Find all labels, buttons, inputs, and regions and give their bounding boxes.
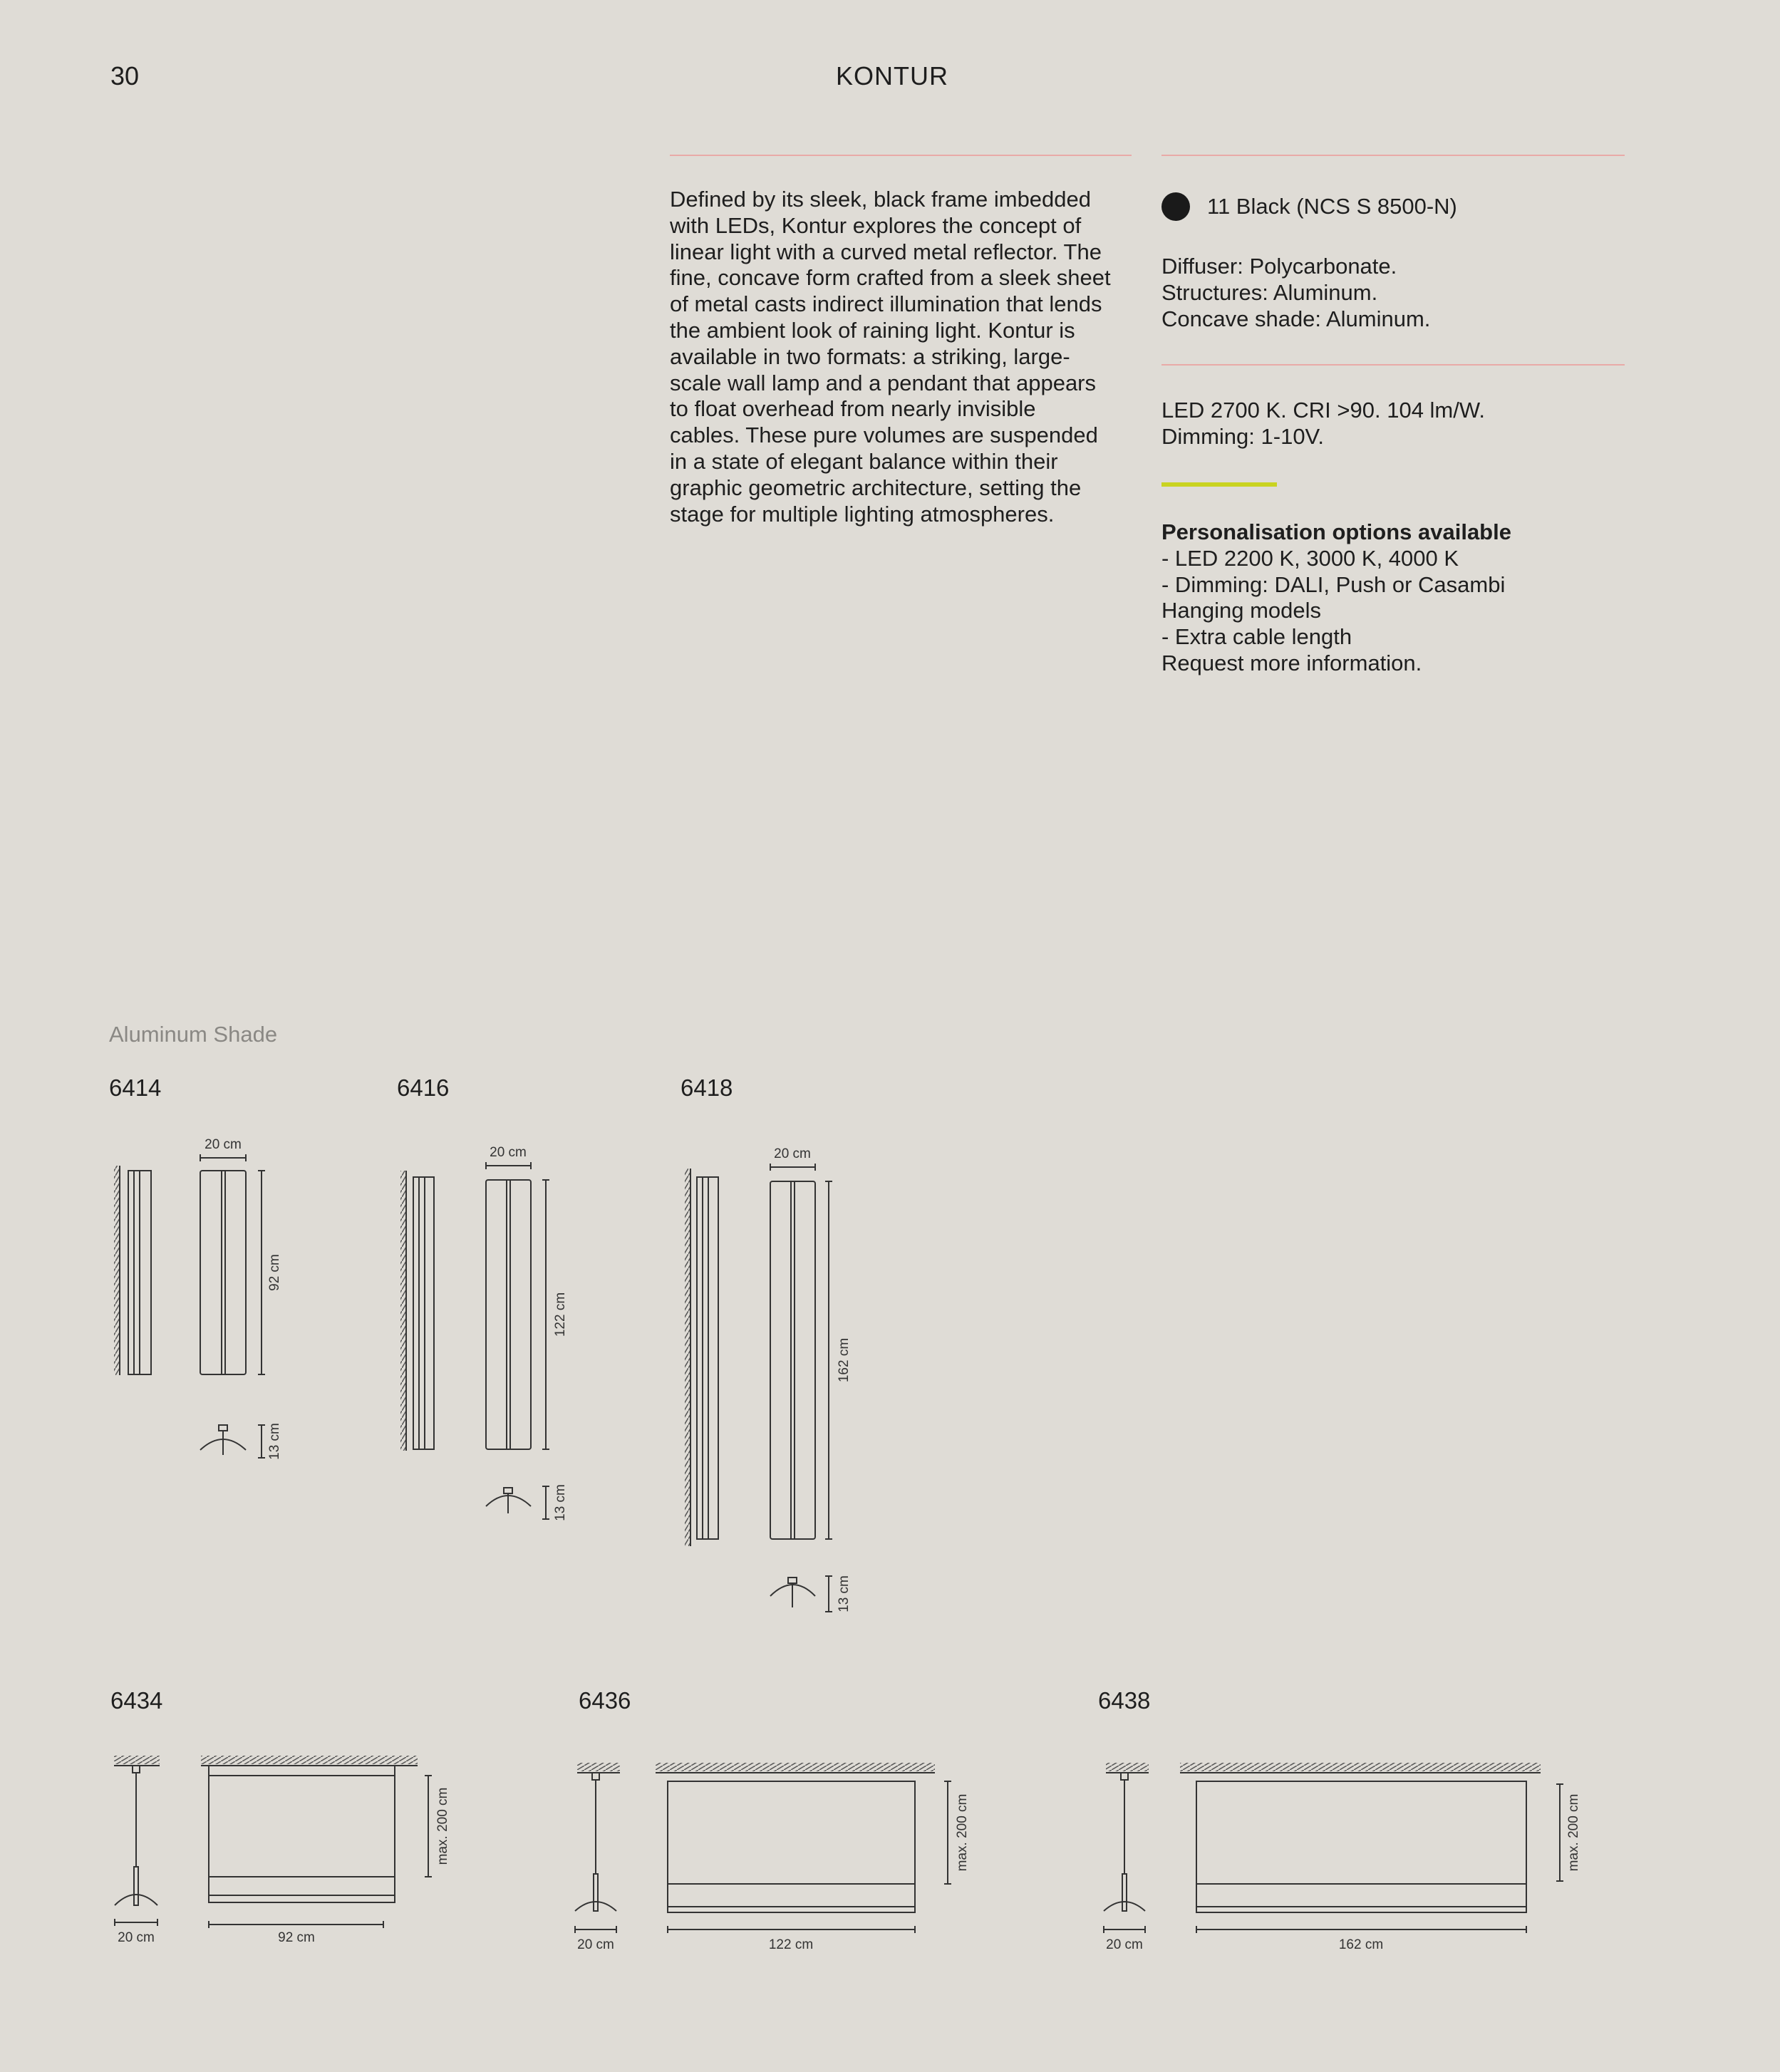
model-code-6436: 6436 <box>579 1687 631 1714</box>
led-spec-line: Dimming: 1-10V. <box>1161 423 1325 449</box>
dim-depth-6418: 13 cm <box>837 1575 852 1612</box>
dim-drop-6434: max. 200 cm <box>435 1787 450 1865</box>
dim-side-6436: 20 cm <box>577 1937 614 1952</box>
wall-lamp-6414-drawing <box>114 1154 265 1458</box>
dim-drop-6438: max. 200 cm <box>1566 1793 1581 1872</box>
option-line: - Extra cable length <box>1161 624 1352 650</box>
pendant-6438-drawing <box>1104 1763 1563 1933</box>
model-code-6418: 6418 <box>681 1074 733 1101</box>
dim-side-6438: 20 cm <box>1106 1937 1143 1952</box>
option-line: - Dimming: DALI, Push or Casambi <box>1161 571 1506 597</box>
wall-lamp-6418-drawing <box>685 1164 832 1612</box>
dim-depth-6414: 13 cm <box>267 1423 282 1460</box>
dim-width-6414: 20 cm <box>205 1137 242 1152</box>
dim-width-6416: 20 cm <box>490 1145 527 1160</box>
material-item: Structures: Aluminum. <box>1161 279 1378 305</box>
wall-lamp-6416-drawing <box>400 1162 549 1519</box>
model-code-6438: 6438 <box>1098 1687 1151 1714</box>
product-title: KONTUR <box>836 61 948 90</box>
product-description: Defined by its sleek, black frame imbedded with LEDs, Kontur explores the concept of linear light with a curved metal reflector. The fine, concave form crafted from a sleek sheet of metal casts indirect illumination that lends the ambient look of raining light. Kontur is available in two formats: a striking, large-scale wall lamp and a pendant that appears to float overhead from nearly invisible cables. These pure volumes are suspended in a state of elegant balance within their graphic geometric architecture, setting the stage for multiple lighting atmospheres. <box>670 187 1111 527</box>
material-item: Diffuser: Polycarbonate. <box>1161 254 1397 279</box>
pendant-6436-drawing <box>575 1763 951 1933</box>
personalisation-heading: Personalisation options available <box>1161 519 1511 544</box>
dim-width-6418: 20 cm <box>774 1146 811 1161</box>
option-line: - LED 2200 K, 3000 K, 4000 K <box>1161 545 1459 571</box>
dim-height-6414: 92 cm <box>267 1254 282 1291</box>
dim-length-6438: 162 cm <box>1338 1937 1384 1952</box>
page-number: 30 <box>110 61 140 90</box>
dim-height-6418: 162 cm <box>837 1337 852 1383</box>
pendant-6434-drawing <box>114 1756 432 1928</box>
dim-length-6436: 122 cm <box>768 1937 814 1952</box>
model-code-6434: 6434 <box>110 1687 163 1714</box>
model-code-6414: 6414 <box>109 1074 162 1101</box>
dim-height-6416: 122 cm <box>553 1292 568 1337</box>
request-info-text: Request more information. <box>1161 650 1422 675</box>
material-item: Concave shade: Aluminum. <box>1161 306 1431 331</box>
dim-length-6434: 92 cm <box>278 1930 315 1945</box>
model-code-6416: 6416 <box>397 1074 450 1101</box>
led-spec-line: LED 2700 K. CRI >90. 104 lm/W. <box>1161 398 1486 423</box>
dim-drop-6436: max. 200 cm <box>955 1793 970 1872</box>
dim-side-6434: 20 cm <box>118 1930 155 1945</box>
finish-label: 11 Black (NCS S 8500-N) <box>1207 194 1457 219</box>
dim-depth-6416: 13 cm <box>553 1484 568 1521</box>
option-line: Hanging models <box>1161 598 1322 623</box>
section-title: Aluminum Shade <box>109 1022 278 1047</box>
